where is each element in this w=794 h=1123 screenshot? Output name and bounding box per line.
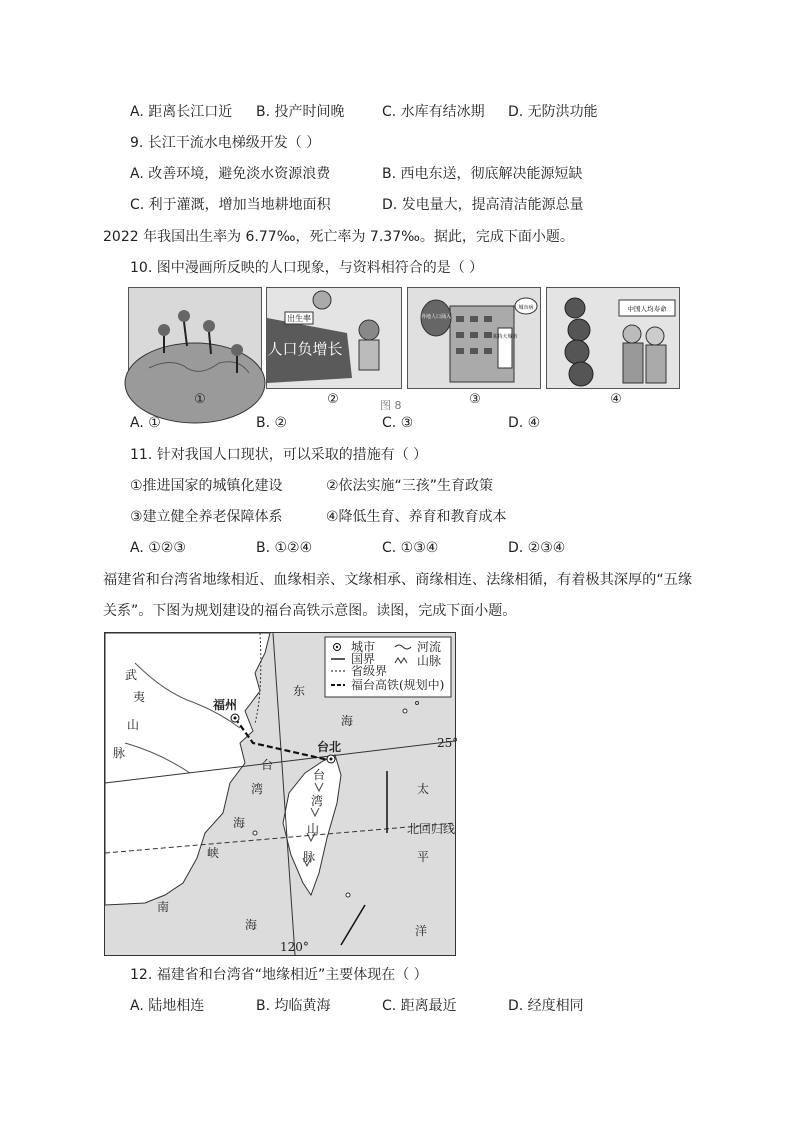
- label-dong: 东: [293, 684, 306, 698]
- q12-option-c: C. 距离最近: [382, 998, 457, 1014]
- q11-option-c: C. ①③④: [382, 540, 439, 556]
- q8-option-a: A. 距离长江口近: [130, 104, 233, 120]
- label-mountain-4: 脉: [303, 850, 316, 864]
- q9-stem: 9. 长江干流水电梯级开发（ ）: [130, 135, 321, 151]
- cartoon-2: [266, 287, 402, 389]
- label-yang: 洋: [415, 924, 428, 938]
- q8-option-b: B. 投产时间晚: [256, 104, 345, 120]
- caption-4: ④: [610, 392, 622, 407]
- label-mountain-1: 台: [313, 768, 326, 782]
- label-lon-120: 120°: [280, 940, 309, 954]
- label-strait-3: 海: [233, 816, 246, 830]
- label-nan: 南: [157, 900, 170, 914]
- label-taibei: 台北: [317, 740, 342, 754]
- cartoon-4-sign: 中国人均寿命: [627, 305, 667, 313]
- cartoon-2-banner: 人口负增长: [267, 340, 343, 358]
- cartoon-4: [546, 287, 680, 389]
- cartoon-watermark: 图 8: [380, 399, 402, 412]
- map-svg: [105, 633, 459, 955]
- label-wuyi-2: 夷: [133, 690, 146, 704]
- legend-provincial-border: 省级界: [351, 664, 388, 678]
- q10-option-b: B. ②: [256, 415, 288, 431]
- caption-3: ③: [469, 392, 481, 407]
- legend-river: 河流: [417, 640, 442, 654]
- label-ping: 平: [417, 850, 430, 864]
- q11-item-2: ②依法实施“三孩”生育政策: [326, 478, 494, 494]
- q8-option-d: D. 无防洪功能: [508, 104, 598, 120]
- cartoon-1: [128, 287, 262, 389]
- q10-option-a: A. ①: [130, 415, 161, 431]
- q9-option-c: C. 利于灌溉，增加当地耕地面积: [130, 197, 331, 213]
- q12-option-b: B. 均临黄海: [256, 998, 331, 1014]
- q11-option-a: A. ①②③: [130, 540, 186, 556]
- legend-national-border: 国界: [351, 652, 376, 666]
- cartoon-3: [407, 287, 541, 389]
- label-fuzhou: 福州: [213, 698, 238, 712]
- label-hai-south: 海: [245, 918, 258, 932]
- q11-stem: 11. 针对我国人口现状，可以采取的措施有（ ）: [130, 447, 428, 463]
- cartoon-2-illustration: [267, 288, 401, 388]
- q9-option-d: D. 发电量大，提高清洁能源总量: [382, 197, 584, 213]
- label-tai: 太: [417, 782, 430, 796]
- legend-railway: 福台高铁(规划中): [351, 678, 445, 692]
- legend-mountain: 山脉: [417, 654, 442, 668]
- label-mountain-3: 山: [307, 822, 320, 836]
- q11-item-1: ①推进国家的城镇化建设: [130, 478, 283, 494]
- label-tropic: 北回归线: [407, 822, 456, 836]
- cartoon-1-illustration: [129, 288, 261, 388]
- q12-option-d: D. 经度相同: [508, 998, 584, 1014]
- q10-option-c: C. ③: [382, 415, 414, 431]
- caption-2: ②: [327, 392, 339, 407]
- label-strait-4: 峡: [207, 846, 220, 860]
- q9-option-b: B. 西电东送，彻底解决能源短缺: [382, 166, 583, 182]
- q9-option-a: A. 改善环境，避免淡水资源浪费: [130, 166, 331, 182]
- q12-stem: 12. 福建省和台湾省“地缘相近”主要体现在（ ）: [130, 967, 428, 983]
- q10-option-d: D. ④: [508, 415, 541, 431]
- label-wuyi-4: 脉: [113, 746, 126, 760]
- cartoon-3-illustration: [408, 288, 540, 388]
- cartoon-3-tag: 城市病: [518, 305, 534, 311]
- q11-option-d: D. ②③④: [508, 540, 566, 556]
- label-wuyi-3: 山: [127, 718, 140, 732]
- q12-option-a: A. 陆地相连: [130, 998, 205, 1014]
- fujian-taiwan-map: [104, 632, 459, 956]
- intro-population: 2022 年我国出生率为 6.77‰，死亡率为 7.37‰。据此，完成下面小题。: [103, 229, 574, 245]
- q11-item-3: ③建立健全养老保障体系: [130, 509, 283, 525]
- q8-option-c: C. 水库有结冰期: [382, 104, 485, 120]
- label-strait-2: 湾: [251, 782, 264, 796]
- intro-fujian-taiwan-1: 福建省和台湾省地缘相近、血缘相亲、文缘相承、商缘相连、法缘相循，有着极其深厚的“五缘: [103, 572, 693, 588]
- label-wuyi-1: 武: [125, 668, 138, 682]
- label-hai-east: 海: [341, 714, 354, 728]
- q11-option-b: B. ①②④: [256, 540, 313, 556]
- cartoon-4-illustration: [547, 288, 679, 388]
- label-lat-25: 25°: [437, 736, 459, 750]
- legend-city: 城市: [351, 640, 376, 654]
- q10-stem: 10. 图中漫画所反映的人口现象，与资料相符合的是（ ）: [130, 260, 484, 276]
- label-strait-1: 台: [261, 758, 274, 772]
- cartoon-3-balloon-label: 外地人口涌入: [420, 314, 452, 320]
- cartoon-2-sign: 出生率: [287, 314, 311, 323]
- cartoon-3-building-label: 某特大城市: [492, 334, 518, 340]
- intro-fujian-taiwan-2: 关系”。下图为规划建设的福台高铁示意图。读图，完成下面小题。: [103, 603, 517, 619]
- q11-item-4: ④降低生育、养育和教育成本: [326, 509, 507, 525]
- label-mountain-2: 湾: [311, 794, 324, 808]
- caption-1: ①: [194, 392, 206, 407]
